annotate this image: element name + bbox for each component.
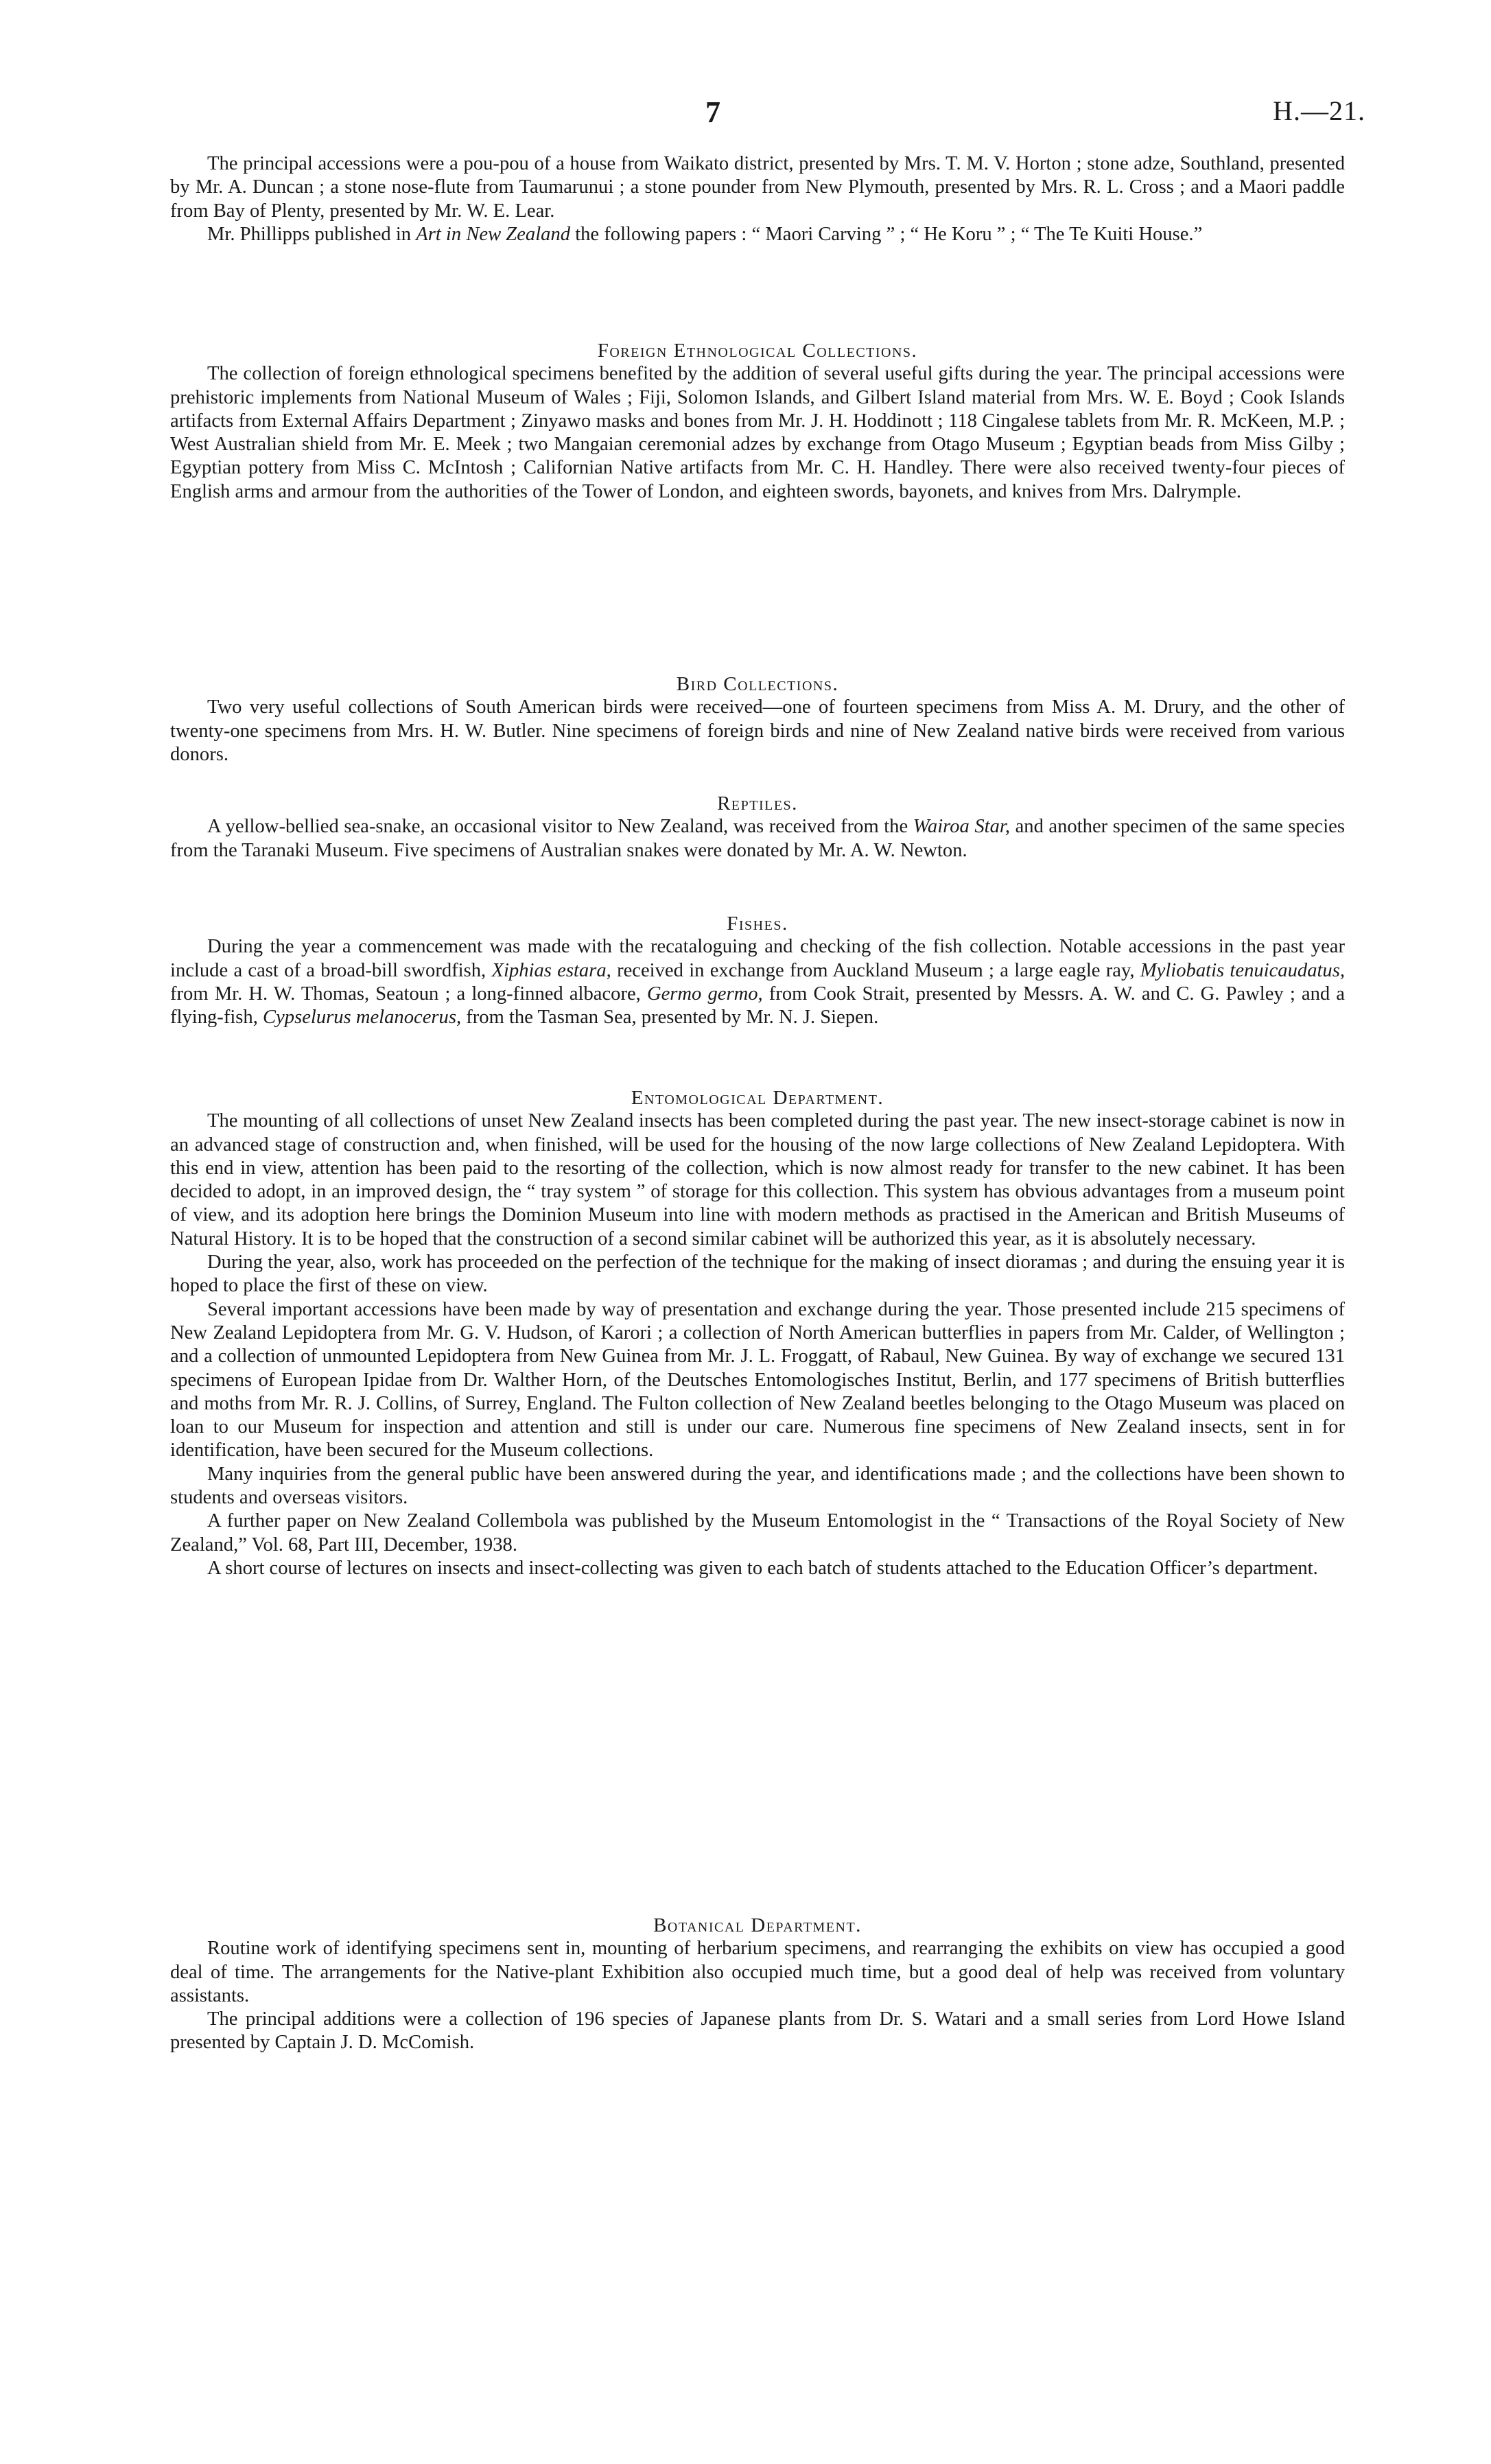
- section-botanical-department: [170, 1914, 1345, 2054]
- page-body: [170, 152, 1345, 2054]
- section-maori-collections: [170, 152, 1345, 339]
- paragraph: Many inquiries from the general public have been answered during the year, and identifications made ; and the collections have been shown to students and overseas visitors.: [170, 1463, 1345, 1509]
- paragraph: During the year, also, work has proceeded on the perfection of the technique for the making of insect dioramas ; and during the ensuing year it is hoped to place the first of these on view.: [170, 1252, 1345, 1297]
- paragraph: The collection of foreign ethnological specimens benefited by the addition of several useful gifts during the year. The principal accessions were prehistoric implements from National Museum of Wales ; Fiji, Solomon Islands, and Gilbert Island material from Mrs. W. E. Boyd ; Cook Islands artifacts from External Affairs Department ; Zinyawo masks and bones from Mr. J. H. Hoddinott ; 118 Cingalese tablets from Mr. R. McKeen, M.P. ; West Australian shield from Mr. E. Meek ; two Mangaian ceremonial adzes by exchange from Otago Museum ; Egyptian beads from Miss Gilby ; Egyptian pottery from Miss C. McIntosh ; Californian Native artifacts from Mr. C. H. Handley. There were also received twenty-four pieces of English arms and armour from the authorities of the Tower of London, and eighteen swords, bayonets, and knives from Mrs. Dalrymple.: [170, 363, 1345, 502]
- species-name: Myliobatis tenuicaudatus,: [1140, 959, 1346, 981]
- paragraph: The principal accessions were a pou-pou of a house from Waikato district, presented by Mrs. T. M. V. Horton ; stone adze, Southland, presented by Mr. A. Duncan ; a stone nose-flute from Taumarunui ; a stone pounder from New Plymouth, presented by Mrs. R. L. Cross ; and a Maori paddle from Bay of Plenty, presented by Mr. W. E. Lear.: [170, 153, 1345, 222]
- section-heading: Bird Collections.: [676, 673, 839, 695]
- species-name: Germo germo,: [646, 983, 763, 1005]
- text-run: the following papers : “ Maori Carving ” ; “ He Koru ” ; “ The Te Kuiti House.”: [570, 223, 1203, 245]
- text-run: A yellow-bellied sea-snake, an occasional visitor to New Zealand, was received from the: [207, 816, 913, 838]
- section-heading: Foreign Ethnological Collections.: [597, 340, 918, 362]
- section-heading: Botanical Department.: [653, 1914, 862, 1936]
- species-name: Xiphias estara,: [491, 959, 611, 981]
- section-bird-collections: [170, 672, 1345, 792]
- text-run: from Mr. H. W. Thomas, Seatoun ; a long-finned albacore,: [170, 983, 647, 1005]
- section-reptiles: [170, 792, 1345, 912]
- journal-title: Art in New Zealand: [416, 223, 571, 245]
- text-run: from Cook Strait, presented by Messrs. A. W. and C. G. Pawley ; and a flying-fish,: [170, 983, 1345, 1029]
- paragraph: Two very useful collections of South American birds were received—one of fourteen specimens from Miss A. M. Drury, and the other of twenty-one specimens from Mrs. H. W. Butler. Nine specimens of foreign birds and nine of New Zealand native birds were received from various donors.: [170, 696, 1345, 765]
- text-run: and another specimen of the same species from the Taranaki Museum. Five specimens of Australian snakes were donated by Mr. A. W. Newton.: [170, 816, 1345, 861]
- page-header: [172, 95, 1365, 136]
- species-name: Cypselurus melanocerus,: [263, 1007, 462, 1029]
- paragraph: [170, 223, 1345, 246]
- page-number: 7: [705, 95, 720, 129]
- newspaper-title: Wairoa Star,: [913, 816, 1011, 838]
- section-heading: Reptiles.: [717, 793, 798, 814]
- section-fishes: [170, 912, 1345, 1086]
- section-heading: Fishes.: [727, 913, 788, 935]
- paragraph: [170, 935, 1345, 1029]
- paragraph: A short course of lectures on insects and insect-collecting was given to each batch of students attached to the Education Officer’s department.: [207, 1557, 1318, 1579]
- text-run: Mr. Phillipps published in: [207, 223, 416, 245]
- paragraph: Routine work of identifying specimens sent in, mounting of herbarium specimens, and rearranging the exhibits on view has occupied a good deal of time. The arrangements for the Native-plant Exhibition also occupied much time, but a good deal of help was received from voluntary assistants.: [170, 1938, 1345, 2006]
- paragraph: [170, 815, 1345, 863]
- section-entomological-department: [170, 1086, 1345, 1914]
- section-foreign-ethnological: [170, 339, 1345, 672]
- paragraph: The principal additions were a collection of 196 species of Japanese plants from Dr. S. Watari and a small series from Lord Howe Island presented by Captain J. D. McComish.: [170, 2008, 1345, 2054]
- paragraph: The mounting of all collections of unset New Zealand insects has been completed during the past year. The new insect-storage cabinet is now in an advanced stage of construction and, when finished, will be used for the housing of the now large collections of New Zealand Lepidoptera. With this end in view, attention has been paid to the resorting of the collection, which is now almost ready for transfer to the new cabinet. It has been decided to adopt, in an improved design, the “ tray system ” of storage for this collection. This system has obvious advantages from a museum point of view, and its adoption here brings the Dominion Museum into line with modern methods as practised in the American and British Museums of Natural History. It is to be hoped that the construction of a second similar cabinet will be authorized this year, as it is absolutely necessary.: [170, 1110, 1345, 1249]
- text-run: from the Tasman Sea, presented by Mr. N. J. Siepen.: [461, 1007, 879, 1029]
- text-run: During the year a commencement was made with the recataloguing and checking of the fish collection. Notable accessions in the past year include a cast of a broad-bill swordfish,: [170, 936, 1345, 981]
- section-heading: Entomological Department.: [631, 1087, 884, 1109]
- text-run: received in exchange from Auckland Museum ; a large eagle ray,: [611, 959, 1140, 981]
- document-reference: H.—21.: [1273, 95, 1365, 126]
- paragraph: Several important accessions have been made by way of presentation and exchange during the year. Those presented include 215 specimens of New Zealand Lepidoptera from Mr. G. V. Hudson, of Karori ; a collection of North American butterflies in papers from Mr. Calder, of Wellington ; and a collection of unmounted Lepidoptera from New Guinea from Mr. J. L. Froggatt, of Rabaul, New Guinea. By way of exchange we secured 131 specimens of European Ipidae from Dr. Walther Horn, of the Deutsches Entomologisches Institut, Berlin, and 177 specimens of British butterflies and moths from Mr. R. J. Collins, of Surrey, England. The Fulton collection of New Zealand beetles belonging to the Otago Museum was placed on loan to our Museum for inspection and attention and still is under our care. Numerous fine specimens of New Zealand insects, sent in for identification, have been secured for the Museum collections.: [170, 1298, 1345, 1462]
- paragraph: A further paper on New Zealand Collembola was published by the Museum Entomologist in the “ Transactions of the Royal Society of New Zealand,” Vol. 68, Part III, December, 1938.: [170, 1510, 1345, 1556]
